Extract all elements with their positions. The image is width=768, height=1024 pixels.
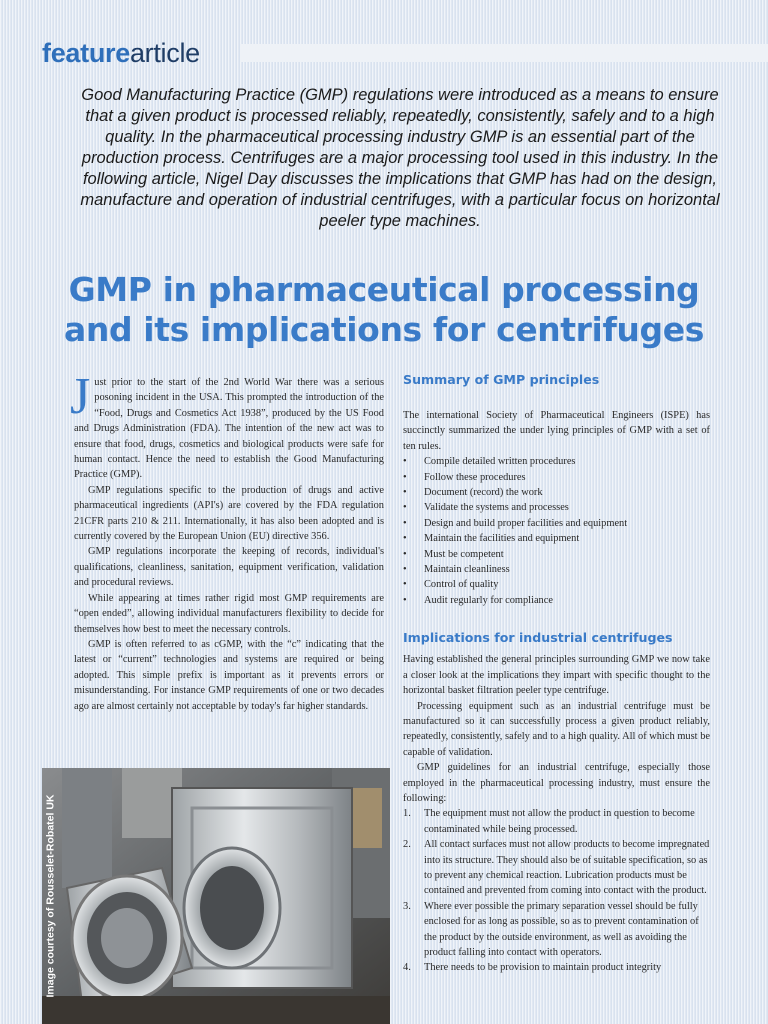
item-number: 3. xyxy=(403,900,411,912)
standfirst: Good Manufacturing Practice (GMP) regulations were introduced as a means to ensure that a given product is processed reliably, repeatedly, consistently, safely and to a high quality. In the pharmaceutical processing industry GMP is an essential part of the production process. Centrifuges are a major processing tool used in this industry. In the following article, Nigel Day discusses the implications that GMP has had on the design, manufacture and operation of industrial centrifuges, with a particular focus on horizontal peeler type machines. xyxy=(80,86,720,230)
drop-cap: J xyxy=(70,368,91,425)
body-paragraph: GMP regulations specific to the production of drugs and active pharmaceutical ingredients (API's) are covered by the FDA regulation 21CFR parts 210 & 211. Internationally, it has also been adopted and is currently covered by the European Union (EU) directive 356. xyxy=(74,484,384,543)
item-number: 1. xyxy=(403,808,411,820)
summary-heading: Summary of GMP principles xyxy=(403,372,600,387)
list-item: • Maintain cleanliness xyxy=(403,562,710,577)
item-text: There needs to be provision to maintain product integrity xyxy=(424,962,662,974)
body-paragraph: While appearing at times rather rigid most GMP requirements are “open ended”, allowing individual manufacturers flexibility to decide for themselves how best to meet the necessary controls. xyxy=(74,592,384,635)
list-item: • Compile detailed written procedures xyxy=(403,454,710,469)
section-label-light: article xyxy=(129,38,200,68)
item-number: 2. xyxy=(403,839,411,851)
body-paragraph: GMP is often referred to as cGMP, with the “c” indicating that the latest or “current” technologies and systems are required or being adopted. This simple prefix is important as it prevents errors or misunderstanding. For instance GMP requirements of one or two decades ago are almost certainly not acceptable by today's far higher standards. xyxy=(74,638,384,712)
body-paragraph: GMP regulations incorporate the keeping of records, individual's qualifications, cleanliness, sanitation, equipment verification, validation and procedural reviews. xyxy=(74,546,384,589)
list-item: • Control of quality xyxy=(403,577,710,592)
item-text: Where ever possible the primary separation vessel should be fully enclosed for as long as possible, so as to prevent contamination of the product by the outside environment, as well as avoiding the product falling into contact with operators. xyxy=(424,900,699,958)
section-header xyxy=(42,38,768,68)
section-label-bold: feature xyxy=(42,38,130,68)
paragraph-text: ust prior to the start of the 2nd World War there was a serious posoning incident in the USA. This prompted the introduction of the “Food, Drugs and Cosmetics Act 1938”, produced by the US Food and Drugs Administration (FDA). The intention of the new act was to ensure that food, drugs, cosmetics and biological products were safe for human contact. Hence the need to establish the Good Manufacturing Practice (GMP). xyxy=(74,377,384,481)
centrifuge-illustration xyxy=(42,768,390,1024)
body-paragraph: The international Society of Pharmaceutical Engineers (ISPE) has succinctly summarized the under lying principles of GMP with a set of ten rules. xyxy=(403,410,710,452)
centrifuge-photo xyxy=(42,768,390,1024)
list-item xyxy=(403,806,710,837)
requirements-list xyxy=(403,806,710,975)
body-paragraph: Processing equipment such as an industrial centrifuge must be manufactured so it can successfully process a given product reliably, repeatedly, consistently, safely and to a high quality. All of which must be capable of validation. xyxy=(403,700,710,758)
list-item: • Follow these procedures xyxy=(403,470,710,485)
item-number: 4. xyxy=(403,962,411,974)
left-column xyxy=(70,368,384,714)
photo-credit-text: Image courtesy of Rousselet-Robatel UK xyxy=(45,794,58,998)
body-paragraph xyxy=(70,368,384,483)
list-item xyxy=(403,899,710,961)
photo-credit xyxy=(42,768,60,1024)
body-paragraph: Having established the general principles surrounding GMP we now take a closer look at the implications they impart with specific thought to the horizontal basket filtration peeler type centrifuge. xyxy=(403,654,710,697)
list-item xyxy=(403,837,710,899)
title-line-2: and its implications for centrifuges xyxy=(64,310,704,349)
header-rule xyxy=(240,44,768,62)
item-text: The equipment must not allow the product in question to become contaminated while being processed. xyxy=(424,808,695,835)
list-item: • Document (record) the work xyxy=(403,485,710,500)
list-item: • Design and build proper facilities and equipment xyxy=(403,516,710,531)
list-item: • Maintain the facilities and equipment xyxy=(403,531,710,546)
title-line-1: GMP in pharmaceutical processing xyxy=(68,270,700,309)
list-item: • Validate the systems and processes xyxy=(403,500,710,515)
gmp-rules-list xyxy=(403,454,710,608)
article-title xyxy=(40,270,728,350)
list-item: • Must be competent xyxy=(403,547,710,562)
implications-heading: Implications for industrial centrifuges xyxy=(403,630,673,646)
list-item xyxy=(403,960,710,975)
list-item: • Audit regularly for compliance xyxy=(403,593,710,608)
body-paragraph: GMP guidelines for an industrial centrifuge, especially those employed in the pharmaceutical processing industry, must ensure the following: xyxy=(403,762,710,804)
item-text: All contact surfaces must not allow products to become impregnated into its structure. They should also be of suitable specification, so as to prevent any chemical reaction. Lubrication products must be contained and prevented from coming into contact with the product. xyxy=(424,839,710,897)
section-label xyxy=(42,38,200,68)
right-column xyxy=(403,372,710,976)
